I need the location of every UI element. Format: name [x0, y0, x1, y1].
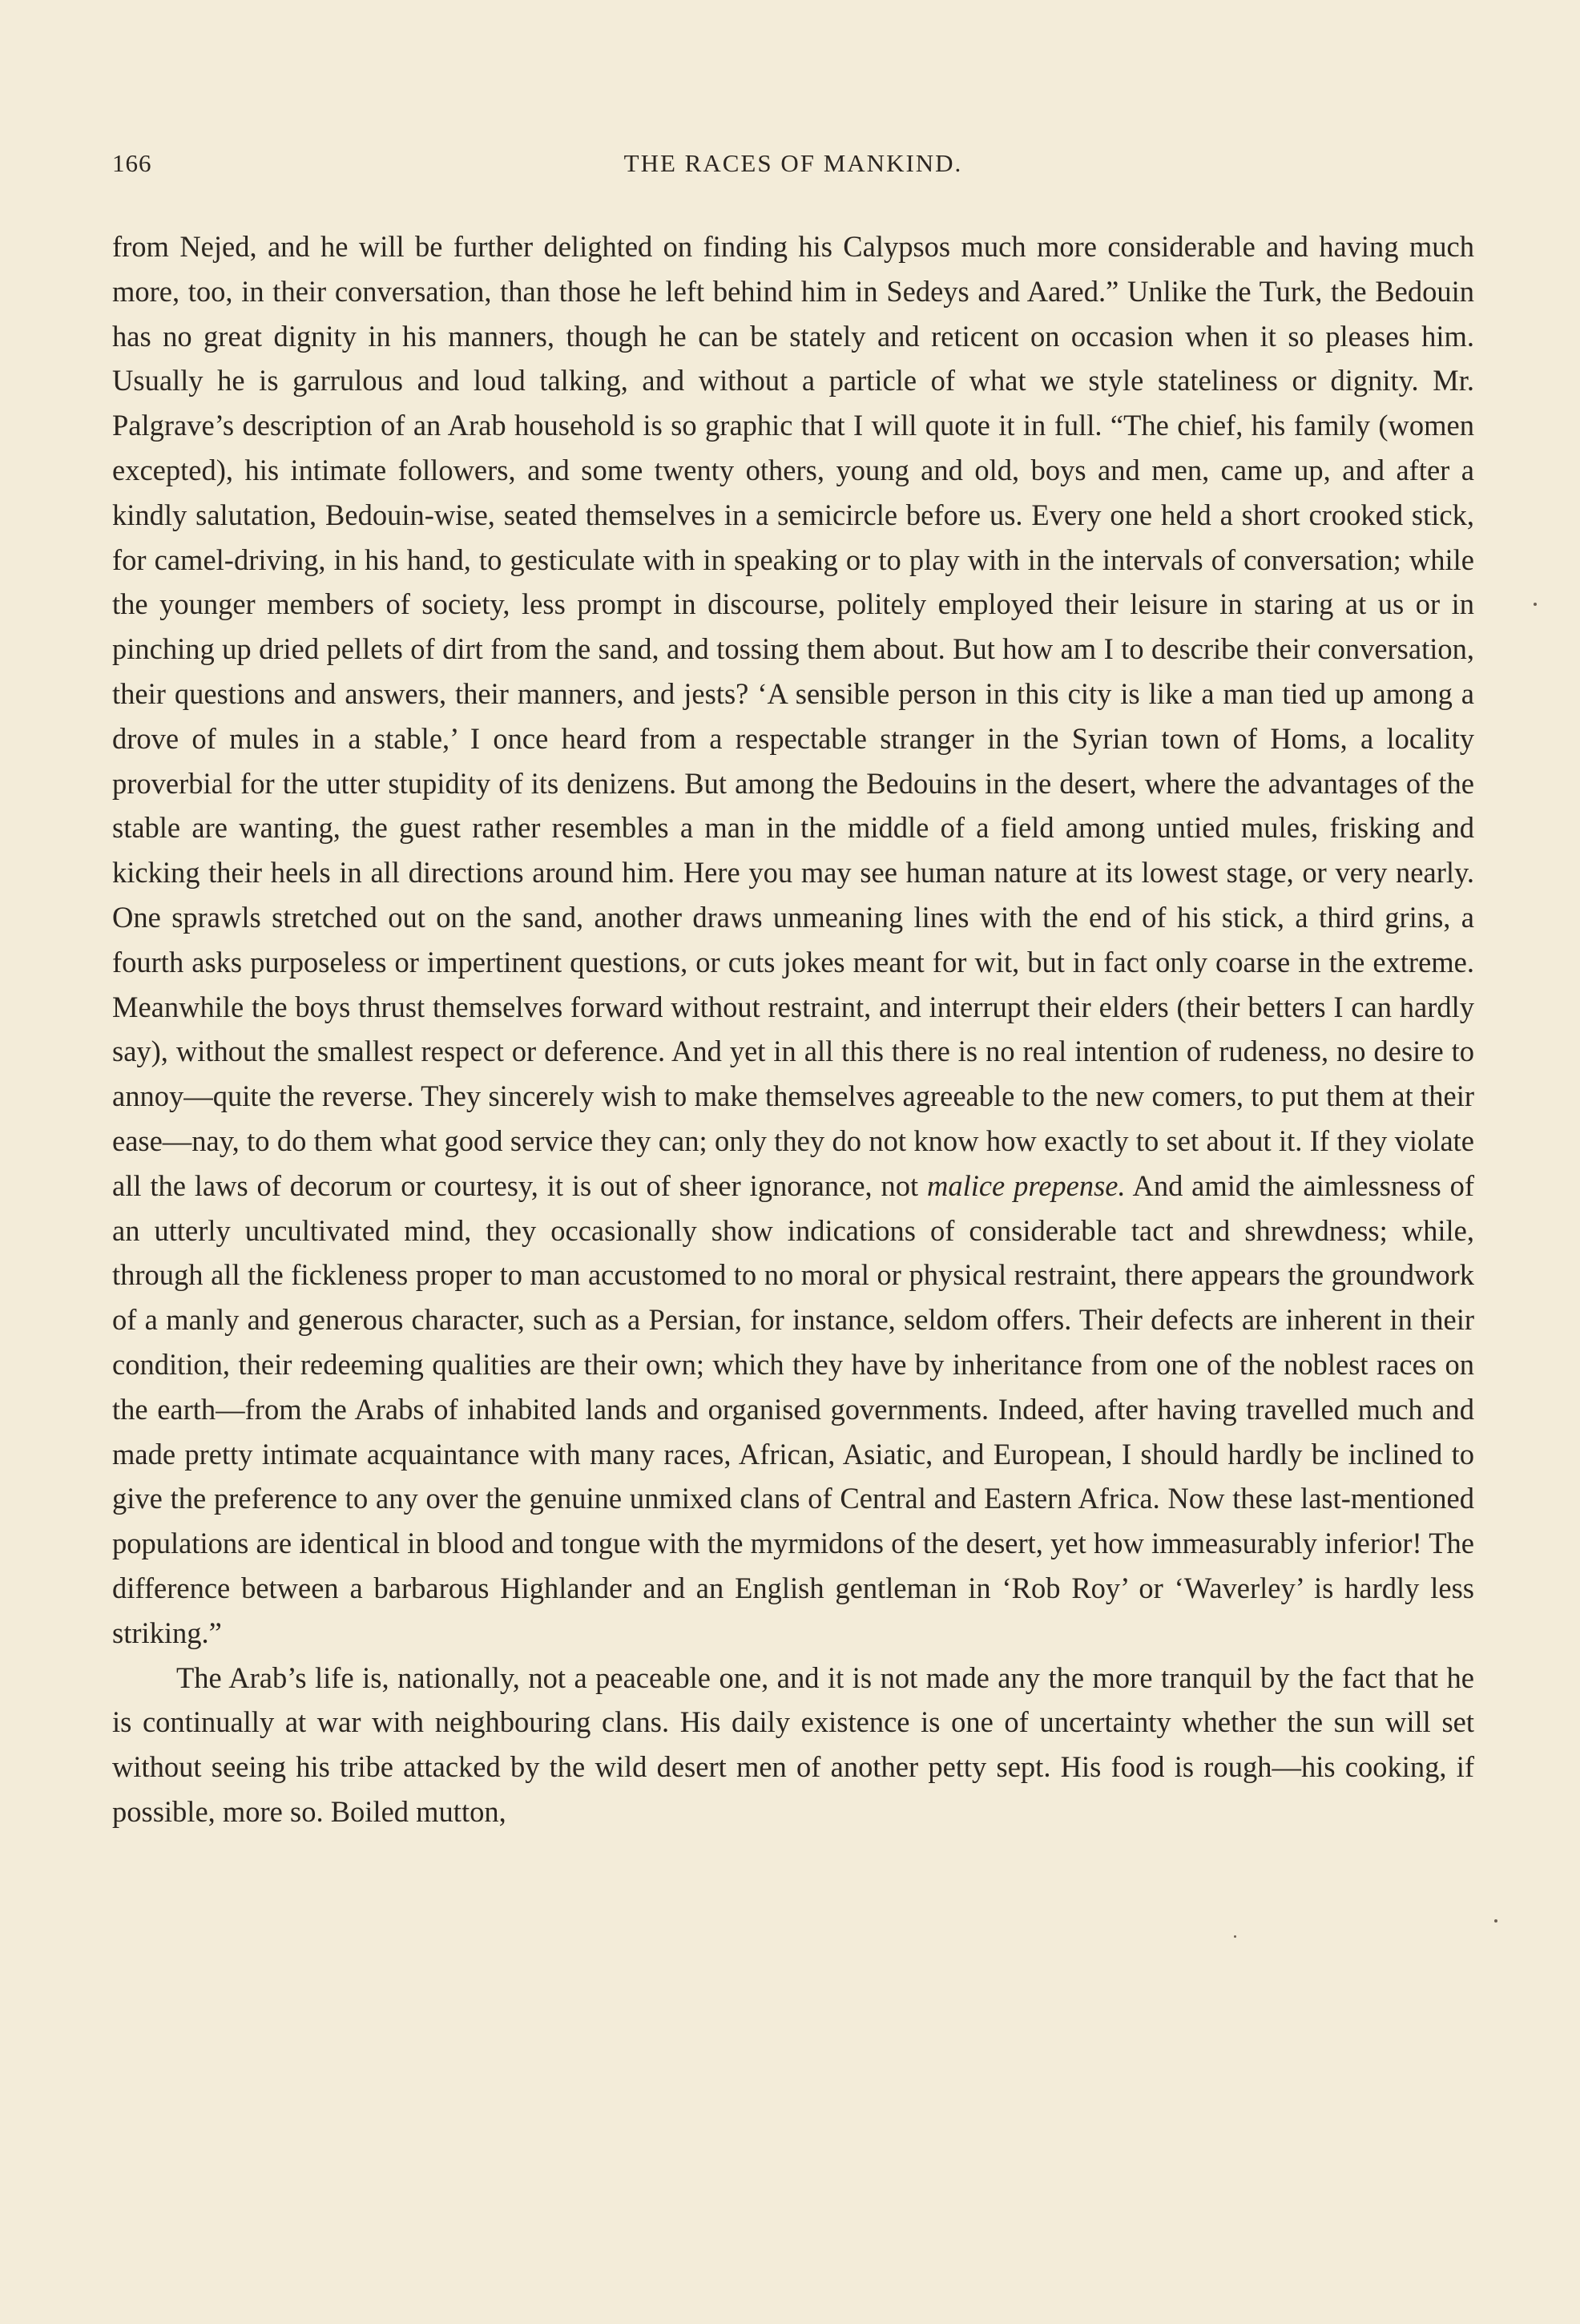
paragraph-1-text-before: from Nejed, and he will be further delighted on finding his Calypsos much more considerable and having much more, too, in their conversation, than those he left behind him in Sedeys and Aared.” Unlike the Turk, the Bedouin has no great dignity in his manners, though he can be stately and reticent on occasion when it so pleases him. Usually he is garrulous and loud talking, and without a particle of what we style stateliness or dignity. Mr. Palgrave’s description of an Arab household is so graphic that I will quote it in full. “The chief, his family (women excepted), his intimate followers, and some twenty others, young and old, boys and men, came up, and after a kindly salutation, Bedouin-wise, seated themselves in a semicircle before us. Every one held a short crooked stick, for camel-driving, in his hand, to gesticulate with in speaking or to play with in the intervals of conversation; while the younger members of society, less prompt in discourse, politely employed their leisure in staring at us or in pinching up dried pellets of dirt from the sand, and tossing them about. But how am I to describe their conversation, their questions and answers, their manners, and jests? ‘A sensible person in this city is like a man tied up among a drove of mules in a stable,’ I once heard from a respectable stranger in the Syrian town of Homs, a locality proverbial for the utter stupidity of its denizens. But among the Bedouins in the desert, where the advantages of the stable are wanting, the guest rather resembles a man in the middle of a field among untied mules, frisking and kicking their heels in all directions around him. Here you may see human nature at its lowest stage, or very nearly. One sprawls stretched out on the sand, another draws unmeaning lines with the end of his stick, a third grins, a fourth asks purposeless or impertinent questions, or cuts jokes meant for wit, but in fact only coarse in the extreme. Meanwhile the boys thrust themselves forward without restraint, and interrupt their elders (their betters I can hardly say), without the smallest respect or deference. And yet in all this there is no real intention of rudeness, no desire to annoy—quite the reverse. They sincerely wish to make themselves agreeable to the new comers, to put them at their ease—nay, to do them what good service they can; only they do not know how exactly to set about it. If they violate all the laws of decorum or courtesy, it is out of sheer ignorance, not: [112, 230, 1474, 1202]
text-body: [112, 224, 1474, 1834]
paragraph-1: [112, 224, 1474, 1656]
paragraph-2: [112, 1656, 1474, 1834]
paragraph-2-text: The Arab’s life is, nationally, not a peaceable one, and it is not made any the more tranquil by the fact that he is continually at war with neighbouring clans. His daily existence is one of uncertainty whether the sun will set without seeing his tribe attacked by the wild desert men of another petty sept. His food is rough—his cooking, if possible, more so. Boiled mutton,: [112, 1660, 1474, 1828]
paper-speck: [1234, 1935, 1236, 1938]
paper-speck: [1534, 603, 1537, 606]
paper-speck: [1494, 1919, 1497, 1923]
running-title: THE RACES OF MANKIND.: [623, 149, 963, 177]
page-number: 166: [112, 149, 152, 177]
italic-phrase: malice prepense.: [926, 1168, 1126, 1202]
paragraph-1-text-after: And amid the aimlessness of an utterly uncultivated mind, they occasionally show indications of considerable tact and shrewdness; while, through all the fickleness proper to man accustomed to no moral or physical restraint, there appears the groundwork of a manly and generous character, such as a Persian, for instance, seldom offers. Their defects are inherent in their condition, their redeeming qualities are their own; which they have by inheritance from one of the noblest races on the earth—from the Arabs of inhabited lands and organised governments. Indeed, after having travelled much and made pretty intimate acquaintance with many races, African, Asiatic, and European, I should hardly be inclined to give the preference to any over the genuine unmixed clans of Central and Eastern Africa. Now these last-mentioned populations are identical in blood and tongue with the myrmidons of the desert, yet how immeasurably inferior! The difference between a barbarous Highlander and an English gentleman in ‘Rob Roy’ or ‘Waverley’ is hardly less striking.”: [112, 1168, 1474, 1649]
running-head: [112, 149, 1474, 189]
